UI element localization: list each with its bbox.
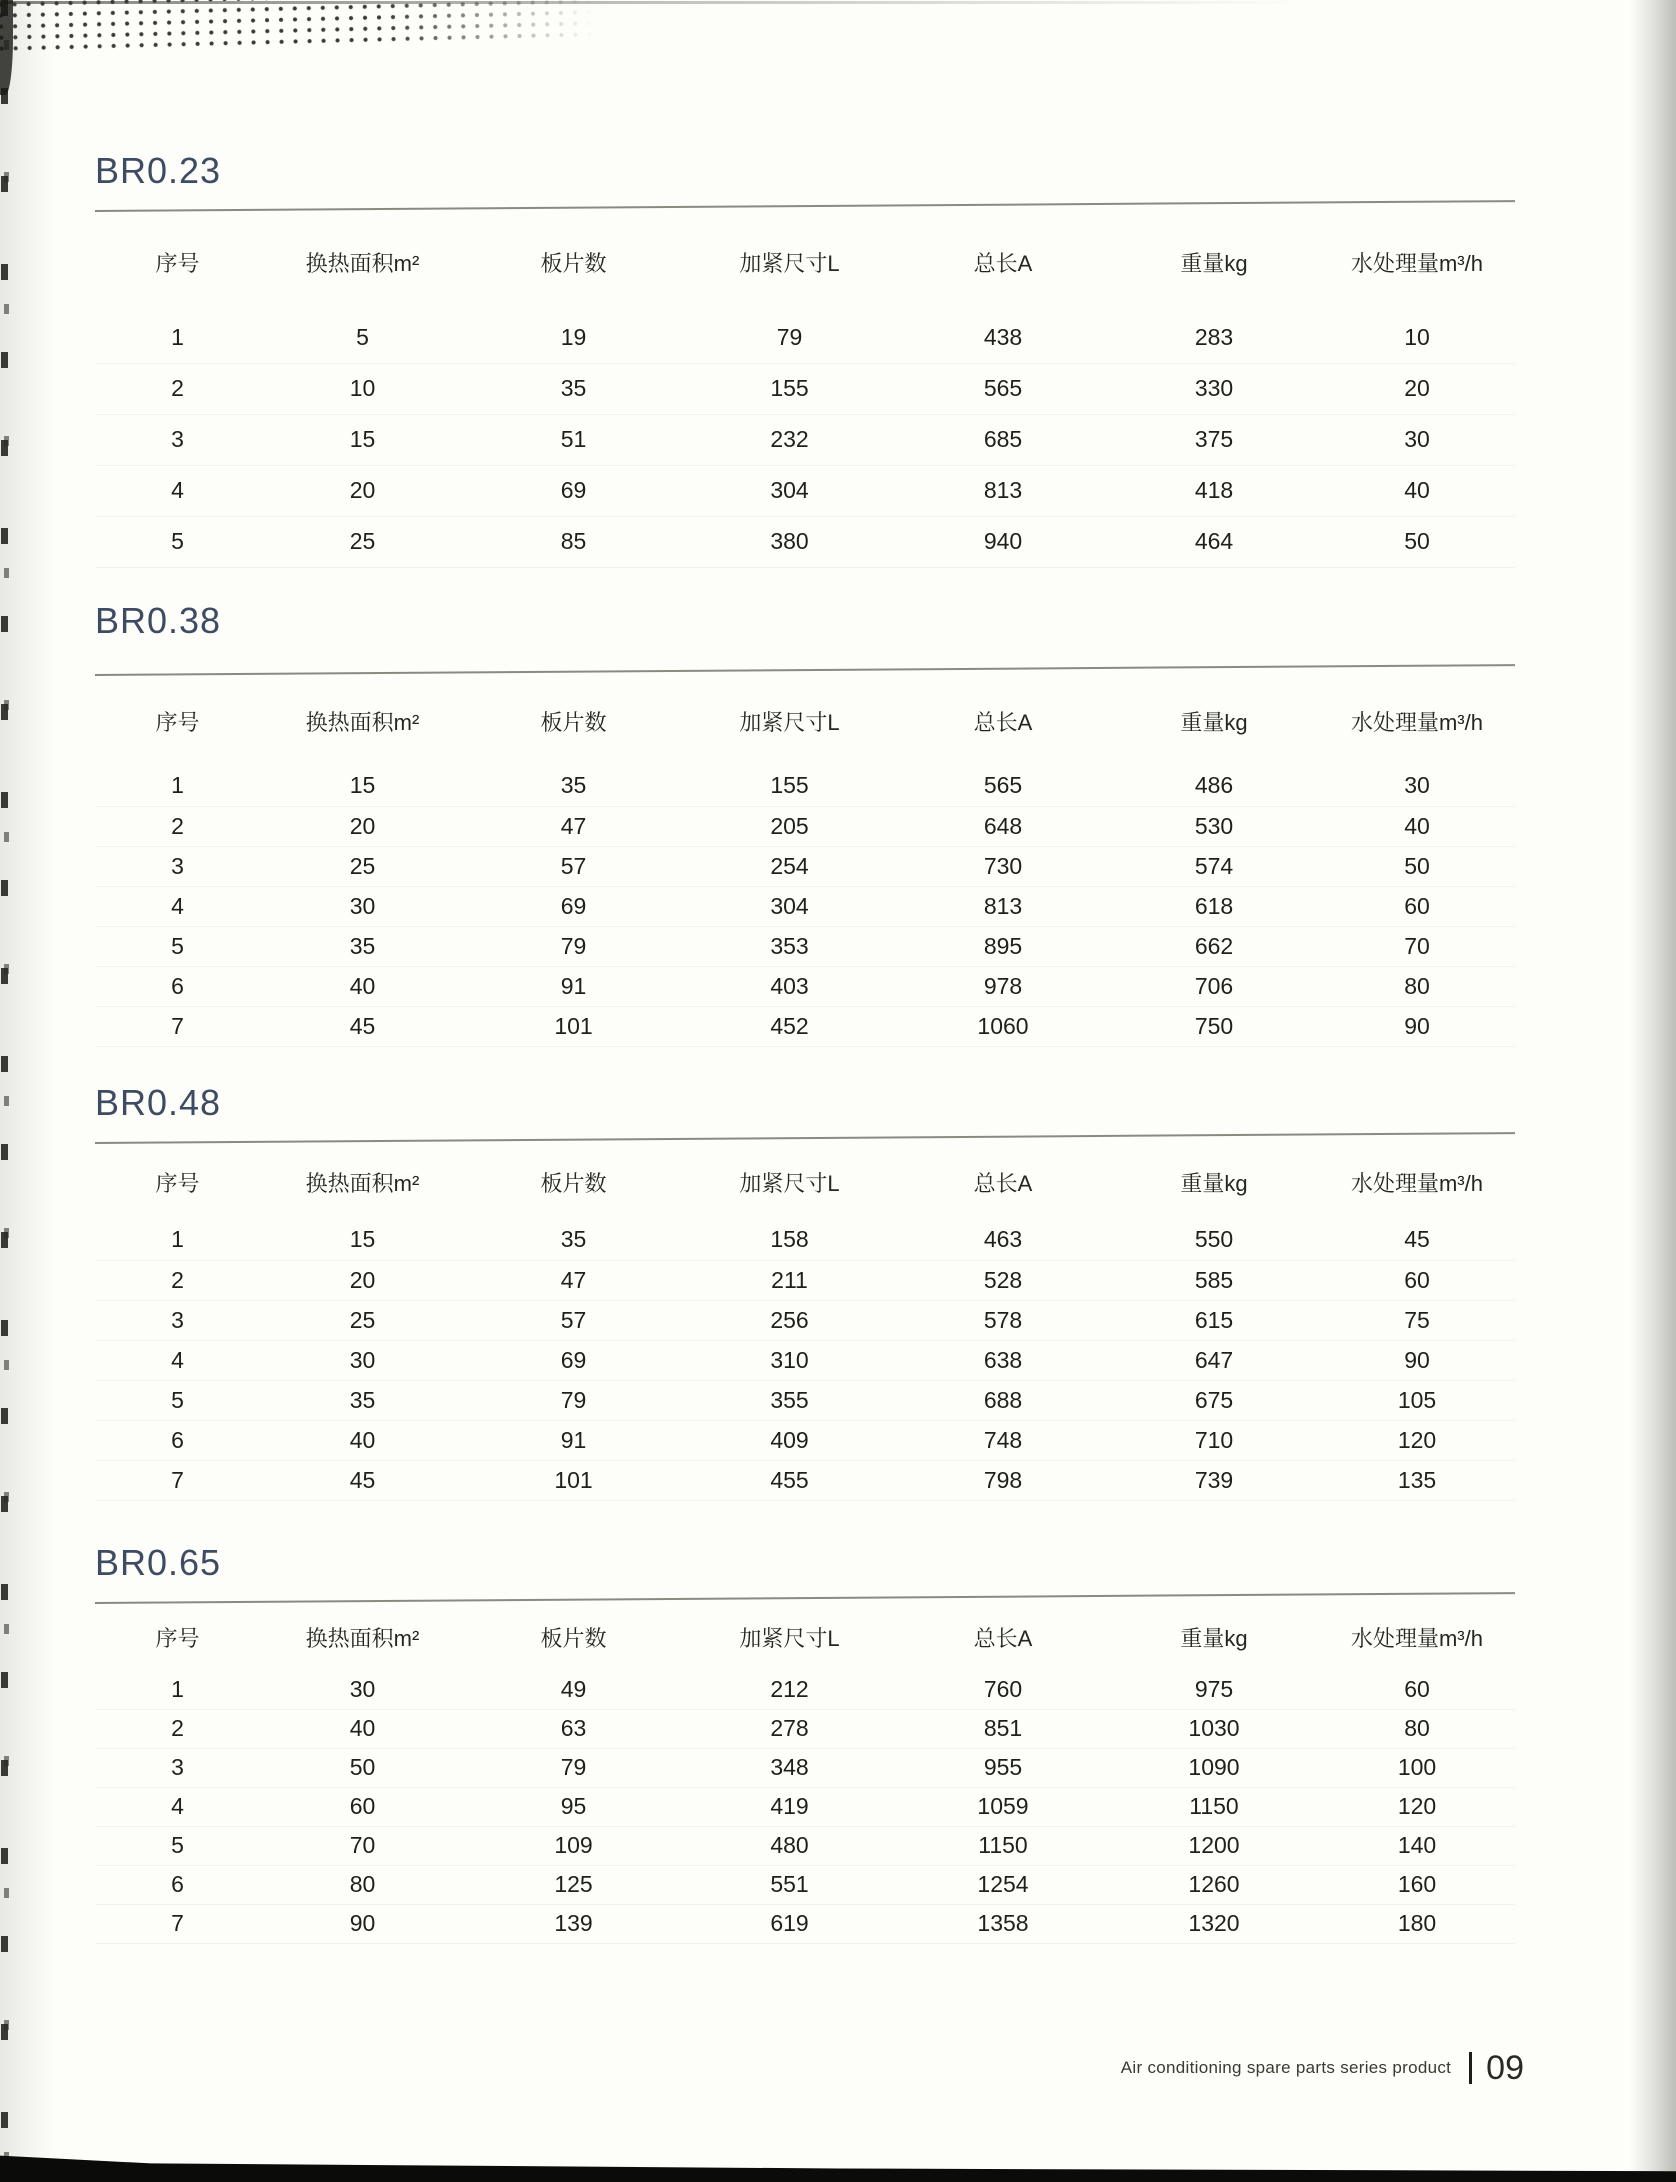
table-top-rule xyxy=(95,664,1515,676)
table-cell: 739 xyxy=(1109,1460,1319,1500)
table-cell: 140 xyxy=(1319,1826,1515,1865)
table-cell: 486 xyxy=(1109,766,1319,806)
table-cell: 205 xyxy=(682,806,897,846)
table-cell: 40 xyxy=(260,966,465,1006)
column-header: 序号 xyxy=(155,1625,200,1651)
table-cell: 60 xyxy=(1319,886,1515,926)
table-cell: 45 xyxy=(260,1006,465,1046)
column-header: 重量kg xyxy=(1180,1170,1248,1196)
table-cell: 15 xyxy=(260,1220,465,1260)
table-cell: 20 xyxy=(1319,363,1515,414)
table-cell: 2 xyxy=(95,363,260,414)
table-cell: 90 xyxy=(1319,1006,1515,1046)
table-cell: 60 xyxy=(1319,1670,1515,1709)
table-cell: 35 xyxy=(465,1220,682,1260)
table-cell: 7 xyxy=(95,1460,260,1500)
table-row xyxy=(95,886,1515,926)
table-cell: 50 xyxy=(1319,516,1515,567)
table-cell: 51 xyxy=(465,414,682,465)
footer-label: Air conditioning spare parts series product xyxy=(1120,2058,1452,2077)
table-cell: 90 xyxy=(1319,1340,1515,1380)
table-cell: 40 xyxy=(1319,465,1515,516)
table-cell: 438 xyxy=(897,312,1109,363)
table-cell: 69 xyxy=(465,886,682,926)
table-cell: 3 xyxy=(95,846,260,886)
table-cell: 3 xyxy=(95,414,260,465)
table-cell: 813 xyxy=(897,465,1109,516)
table-cell: 109 xyxy=(465,1826,682,1865)
section-title: BR0.38 xyxy=(95,600,222,641)
table-cell: 685 xyxy=(897,414,1109,465)
table-row xyxy=(95,1420,1515,1460)
table-cell: 180 xyxy=(1319,1904,1515,1943)
table-cell: 35 xyxy=(465,363,682,414)
table-top-rule xyxy=(95,1592,1515,1604)
table-cell: 455 xyxy=(682,1460,897,1500)
table-cell: 7 xyxy=(95,1006,260,1046)
table-cell: 1200 xyxy=(1109,1826,1319,1865)
table-cell: 50 xyxy=(260,1748,465,1787)
spec-table xyxy=(95,212,1515,568)
table-row xyxy=(95,1865,1515,1904)
column-header: 换热面积m² xyxy=(305,1170,420,1196)
halftone-dots-pattern xyxy=(0,0,595,51)
table-cell: 35 xyxy=(465,766,682,806)
table-cell: 4 xyxy=(95,1340,260,1380)
table-cell: 101 xyxy=(465,1006,682,1046)
table-cell: 35 xyxy=(260,1380,465,1420)
table-cell: 464 xyxy=(1109,516,1319,567)
table-cell: 30 xyxy=(260,886,465,926)
table-cell: 551 xyxy=(682,1865,897,1904)
column-header: 加紧尺寸L xyxy=(739,709,840,735)
table-cell: 662 xyxy=(1109,926,1319,966)
column-header: 序号 xyxy=(155,250,200,276)
table-cell: 760 xyxy=(897,1670,1109,1709)
table-cell: 304 xyxy=(682,886,897,926)
table-cell: 895 xyxy=(897,926,1109,966)
header-row xyxy=(95,676,1515,766)
table-row xyxy=(95,1380,1515,1420)
table-cell: 1 xyxy=(95,312,260,363)
table-cell: 120 xyxy=(1319,1787,1515,1826)
table-cell: 100 xyxy=(1319,1748,1515,1787)
table-cell: 813 xyxy=(897,886,1109,926)
column-header: 换热面积m² xyxy=(305,250,420,276)
table-cell: 25 xyxy=(260,846,465,886)
table-cell: 25 xyxy=(260,1300,465,1340)
table-row xyxy=(95,926,1515,966)
table-row xyxy=(95,766,1515,806)
table-cell: 79 xyxy=(465,1748,682,1787)
footer-separator-bar xyxy=(1469,2052,1472,2084)
table-cell: 79 xyxy=(465,1380,682,1420)
table-cell: 60 xyxy=(260,1787,465,1826)
table-cell: 139 xyxy=(465,1904,682,1943)
table-cell: 283 xyxy=(1109,312,1319,363)
table-cell: 69 xyxy=(465,465,682,516)
binding-marks-secondary xyxy=(4,40,9,2182)
spec-table xyxy=(95,1144,1515,1501)
table-cell: 50 xyxy=(1319,846,1515,886)
table-cell: 1320 xyxy=(1109,1904,1319,1943)
table-row xyxy=(95,1460,1515,1500)
column-header: 序号 xyxy=(155,709,200,735)
header-row xyxy=(95,1144,1515,1220)
table-cell: 19 xyxy=(465,312,682,363)
table-cell: 211 xyxy=(682,1260,897,1300)
table-cell: 15 xyxy=(260,766,465,806)
table-cell: 975 xyxy=(1109,1670,1319,1709)
table-cell: 15 xyxy=(260,414,465,465)
table-row xyxy=(95,846,1515,886)
table-cell: 95 xyxy=(465,1787,682,1826)
table-cell: 1059 xyxy=(897,1787,1109,1826)
section-title: BR0.23 xyxy=(95,150,222,191)
column-header: 板片数 xyxy=(540,709,607,735)
table-cell: 30 xyxy=(1319,766,1515,806)
spec-section xyxy=(95,598,1515,1047)
table-cell: 419 xyxy=(682,1787,897,1826)
table-cell: 3 xyxy=(95,1300,260,1340)
table-cell: 978 xyxy=(897,966,1109,1006)
table-cell: 40 xyxy=(1319,806,1515,846)
table-row xyxy=(95,1260,1515,1300)
table-cell: 232 xyxy=(682,414,897,465)
table-cell: 615 xyxy=(1109,1300,1319,1340)
table-body xyxy=(95,1670,1515,1943)
table-cell: 730 xyxy=(897,846,1109,886)
table-cell: 10 xyxy=(1319,312,1515,363)
table-cell: 256 xyxy=(682,1300,897,1340)
table-cell: 1150 xyxy=(1109,1787,1319,1826)
table-row xyxy=(95,1006,1515,1046)
table-cell: 20 xyxy=(260,806,465,846)
table-cell: 5 xyxy=(95,926,260,966)
table-cell: 528 xyxy=(897,1260,1109,1300)
table-row xyxy=(95,516,1515,567)
table-row xyxy=(95,414,1515,465)
table-cell: 40 xyxy=(260,1420,465,1460)
table-cell: 10 xyxy=(260,363,465,414)
table-row xyxy=(95,1340,1515,1380)
header-row xyxy=(95,212,1515,312)
table-cell: 49 xyxy=(465,1670,682,1709)
column-header: 总长A xyxy=(973,1170,1033,1196)
column-header: 重量kg xyxy=(1180,250,1248,276)
table-cell: 278 xyxy=(682,1709,897,1748)
table-top-rule xyxy=(95,1132,1515,1144)
column-header: 加紧尺寸L xyxy=(739,1625,840,1651)
table-row xyxy=(95,1300,1515,1340)
binding-corner-blob xyxy=(0,0,13,95)
table-cell: 75 xyxy=(1319,1300,1515,1340)
column-header: 水处理量m³/h xyxy=(1350,1625,1483,1651)
table-cell: 90 xyxy=(260,1904,465,1943)
table-cell: 418 xyxy=(1109,465,1319,516)
table-cell: 91 xyxy=(465,966,682,1006)
table-cell: 750 xyxy=(1109,1006,1319,1046)
table-cell: 1 xyxy=(95,1670,260,1709)
table-cell: 47 xyxy=(465,1260,682,1300)
page-number: 09 xyxy=(1486,2048,1524,2087)
table-cell: 155 xyxy=(682,363,897,414)
table-row xyxy=(95,1748,1515,1787)
table-cell: 304 xyxy=(682,465,897,516)
table-cell: 409 xyxy=(682,1420,897,1460)
table-cell: 565 xyxy=(897,363,1109,414)
left-edge-vignette xyxy=(0,0,70,2182)
table-cell: 85 xyxy=(465,516,682,567)
table-cell: 57 xyxy=(465,1300,682,1340)
table-body xyxy=(95,766,1515,1046)
spec-table xyxy=(95,1604,1515,1944)
table-cell: 6 xyxy=(95,1420,260,1460)
header-row xyxy=(95,1604,1515,1670)
table-cell: 3 xyxy=(95,1748,260,1787)
table-cell: 798 xyxy=(897,1460,1109,1500)
table-cell: 638 xyxy=(897,1340,1109,1380)
table-cell: 585 xyxy=(1109,1260,1319,1300)
table-row xyxy=(95,1220,1515,1260)
table-cell: 2 xyxy=(95,1709,260,1748)
column-header: 板片数 xyxy=(540,1625,607,1651)
table-cell: 20 xyxy=(260,1260,465,1300)
column-header: 板片数 xyxy=(540,250,607,276)
table-cell: 160 xyxy=(1319,1865,1515,1904)
table-cell: 120 xyxy=(1319,1420,1515,1460)
table-cell: 647 xyxy=(1109,1340,1319,1380)
column-header: 水处理量m³/h xyxy=(1350,250,1483,276)
section-title: BR0.48 xyxy=(95,1082,222,1123)
table-cell: 6 xyxy=(95,966,260,1006)
table-cell: 2 xyxy=(95,1260,260,1300)
table-cell: 375 xyxy=(1109,414,1319,465)
table-row xyxy=(95,312,1515,363)
table-cell: 60 xyxy=(1319,1260,1515,1300)
table-cell: 7 xyxy=(95,1904,260,1943)
table-cell: 4 xyxy=(95,886,260,926)
column-header: 总长A xyxy=(973,1625,1033,1651)
table-cell: 57 xyxy=(465,846,682,886)
table-row xyxy=(95,966,1515,1006)
column-header: 换热面积m² xyxy=(305,1625,420,1651)
table-cell: 212 xyxy=(682,1670,897,1709)
table-cell: 69 xyxy=(465,1340,682,1380)
table-cell: 6 xyxy=(95,1865,260,1904)
table-cell: 688 xyxy=(897,1380,1109,1420)
table-cell: 710 xyxy=(1109,1420,1319,1460)
table-cell: 45 xyxy=(260,1460,465,1500)
table-cell: 748 xyxy=(897,1420,1109,1460)
table-cell: 353 xyxy=(682,926,897,966)
table-cell: 2 xyxy=(95,806,260,846)
table-cell: 1254 xyxy=(897,1865,1109,1904)
table-cell: 80 xyxy=(260,1865,465,1904)
column-header: 总长A xyxy=(973,709,1033,735)
table-cell: 955 xyxy=(897,1748,1109,1787)
table-row xyxy=(95,1904,1515,1943)
table-cell: 565 xyxy=(897,766,1109,806)
table-cell: 254 xyxy=(682,846,897,886)
table-cell: 63 xyxy=(465,1709,682,1748)
table-cell: 5 xyxy=(95,516,260,567)
table-cell: 1 xyxy=(95,766,260,806)
table-cell: 47 xyxy=(465,806,682,846)
table-cell: 1260 xyxy=(1109,1865,1319,1904)
table-cell: 79 xyxy=(682,312,897,363)
table-cell: 30 xyxy=(1319,414,1515,465)
column-header: 板片数 xyxy=(540,1170,607,1196)
table-cell: 5 xyxy=(95,1380,260,1420)
spec-section xyxy=(95,1540,1515,1944)
table-cell: 574 xyxy=(1109,846,1319,886)
table-cell: 578 xyxy=(897,1300,1109,1340)
table-cell: 1150 xyxy=(897,1826,1109,1865)
right-page-edge-shade xyxy=(1630,0,1676,2182)
table-row xyxy=(95,465,1515,516)
table-cell: 1060 xyxy=(897,1006,1109,1046)
column-header: 重量kg xyxy=(1180,709,1248,735)
column-header: 重量kg xyxy=(1180,1625,1248,1651)
table-cell: 20 xyxy=(260,465,465,516)
table-cell: 91 xyxy=(465,1420,682,1460)
table-cell: 101 xyxy=(465,1460,682,1500)
table-cell: 330 xyxy=(1109,363,1319,414)
table-cell: 380 xyxy=(682,516,897,567)
table-cell: 4 xyxy=(95,1787,260,1826)
table-row xyxy=(95,1709,1515,1748)
table-cell: 70 xyxy=(260,1826,465,1865)
table-cell: 70 xyxy=(1319,926,1515,966)
table-cell: 30 xyxy=(260,1670,465,1709)
table-cell: 530 xyxy=(1109,806,1319,846)
table-top-rule xyxy=(95,200,1515,212)
table-cell: 1358 xyxy=(897,1904,1109,1943)
table-cell: 310 xyxy=(682,1340,897,1380)
table-cell: 35 xyxy=(260,926,465,966)
table-cell: 155 xyxy=(682,766,897,806)
table-cell: 480 xyxy=(682,1826,897,1865)
table-cell: 4 xyxy=(95,465,260,516)
table-cell: 5 xyxy=(260,312,465,363)
section-title: BR0.65 xyxy=(95,1542,222,1583)
table-cell: 135 xyxy=(1319,1460,1515,1500)
table-body xyxy=(95,1220,1515,1500)
table-cell: 619 xyxy=(682,1904,897,1943)
page-footer xyxy=(1121,2046,1524,2090)
column-header: 换热面积m² xyxy=(305,709,420,735)
table-cell: 940 xyxy=(897,516,1109,567)
table-cell: 40 xyxy=(260,1709,465,1748)
table-cell: 452 xyxy=(682,1006,897,1046)
table-cell: 1030 xyxy=(1109,1709,1319,1748)
table-cell: 618 xyxy=(1109,886,1319,926)
table-row xyxy=(95,1826,1515,1865)
table-row xyxy=(95,1787,1515,1826)
bottom-scan-bar xyxy=(0,2152,1676,2182)
table-row xyxy=(95,806,1515,846)
spec-section xyxy=(95,1080,1515,1501)
table-cell: 45 xyxy=(1319,1220,1515,1260)
spec-section xyxy=(95,148,1515,568)
table-cell: 105 xyxy=(1319,1380,1515,1420)
table-row xyxy=(95,363,1515,414)
column-header: 总长A xyxy=(973,250,1033,276)
column-header: 水处理量m³/h xyxy=(1350,709,1483,735)
column-header: 加紧尺寸L xyxy=(739,250,840,276)
table-body xyxy=(95,312,1515,567)
table-cell: 550 xyxy=(1109,1220,1319,1260)
table-cell: 675 xyxy=(1109,1380,1319,1420)
table-cell: 851 xyxy=(897,1709,1109,1748)
table-cell: 1090 xyxy=(1109,1748,1319,1787)
table-cell: 30 xyxy=(260,1340,465,1380)
column-header: 加紧尺寸L xyxy=(739,1170,840,1196)
table-cell: 79 xyxy=(465,926,682,966)
table-cell: 648 xyxy=(897,806,1109,846)
table-row xyxy=(95,1670,1515,1709)
table-cell: 125 xyxy=(465,1865,682,1904)
table-cell: 355 xyxy=(682,1380,897,1420)
column-header: 水处理量m³/h xyxy=(1350,1170,1483,1196)
table-cell: 706 xyxy=(1109,966,1319,1006)
table-cell: 25 xyxy=(260,516,465,567)
table-cell: 403 xyxy=(682,966,897,1006)
table-cell: 80 xyxy=(1319,1709,1515,1748)
table-cell: 5 xyxy=(95,1826,260,1865)
table-cell: 1 xyxy=(95,1220,260,1260)
table-cell: 463 xyxy=(897,1220,1109,1260)
table-cell: 158 xyxy=(682,1220,897,1260)
table-cell: 348 xyxy=(682,1748,897,1787)
spec-table xyxy=(95,676,1515,1047)
table-cell: 80 xyxy=(1319,966,1515,1006)
column-header: 序号 xyxy=(155,1170,200,1196)
